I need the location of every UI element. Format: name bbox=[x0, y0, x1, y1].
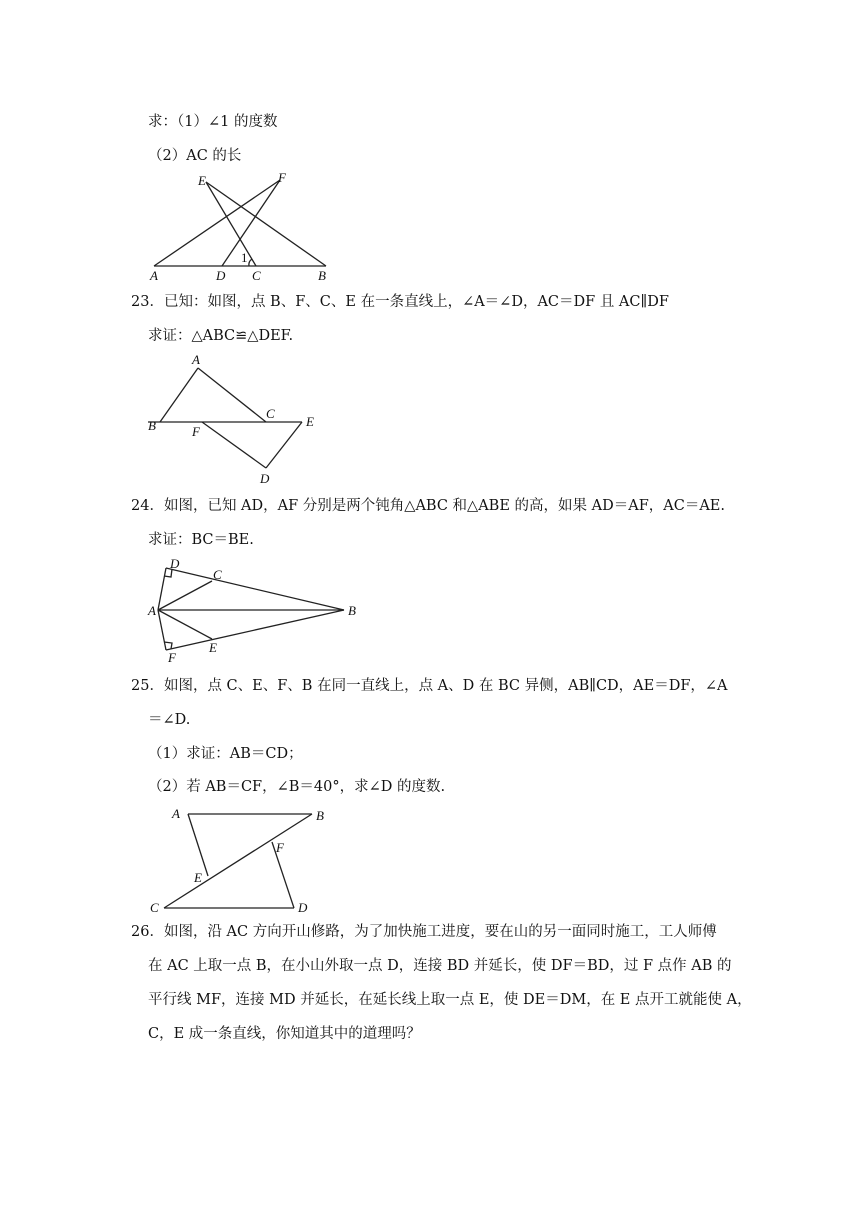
q22-line-1: 求：（1）∠1 的度数 bbox=[148, 114, 278, 130]
q22-label-D: D bbox=[216, 268, 226, 283]
q25-line-3: （1）求证：AB＝CD； bbox=[148, 746, 303, 762]
q23-label-F: F bbox=[192, 424, 200, 439]
q23-segment-ED bbox=[266, 422, 302, 468]
q24-line-2: 求证：BC＝BE. bbox=[148, 532, 254, 548]
q23-label-B: B bbox=[148, 418, 156, 433]
q22-angle-1-arc bbox=[249, 259, 252, 266]
q24-figure bbox=[140, 554, 370, 666]
q24-segment-AC bbox=[158, 581, 212, 610]
q22-label-B: B bbox=[318, 268, 326, 283]
q22-label-A: A bbox=[150, 268, 158, 283]
q24-label-A: A bbox=[148, 603, 156, 618]
q24-label-B: B bbox=[348, 603, 356, 618]
q24-segment-AE bbox=[158, 610, 212, 639]
q23-segment-AC bbox=[198, 368, 266, 422]
q24-label-D: D bbox=[170, 556, 180, 571]
q25-label-D: D bbox=[298, 900, 308, 915]
q25-figure bbox=[140, 800, 360, 918]
q23-label-A: A bbox=[192, 352, 200, 367]
q24-label-F: F bbox=[168, 650, 176, 665]
q25-label-B: B bbox=[316, 808, 324, 823]
q25-label-E: E bbox=[194, 870, 202, 885]
q23-line-1: 23．已知：如图，点 B、F、C、E 在一条直线上，∠A＝∠D，AC＝DF 且 AC∥DF bbox=[131, 294, 669, 310]
q22-label-F: F bbox=[278, 170, 286, 185]
q25-line-4: （2）若 AB＝CF，∠B＝40°，求∠D 的度数. bbox=[148, 779, 446, 795]
q24-label-E: E bbox=[209, 640, 217, 655]
q22-label-C: C bbox=[252, 268, 261, 283]
q24-segment-AD bbox=[158, 568, 166, 610]
q26-line-2: 在 AC 上取一点 B，在小山外取一点 D，连接 BD 并延长，使 DF＝BD，过 F 点作 AB 的 bbox=[148, 958, 732, 974]
q22-label-1: 1 bbox=[241, 250, 248, 265]
q22-line-2: （2）AC 的长 bbox=[148, 148, 242, 164]
q24-segment-FB bbox=[166, 610, 344, 650]
q24-segment-DB bbox=[166, 568, 344, 610]
q23-label-E: E bbox=[306, 414, 314, 429]
q26-line-4: C，E 成一条直线，你知道其中的道理吗？ bbox=[148, 1026, 421, 1042]
q25-label-A: A bbox=[172, 806, 180, 821]
q23-segment-FD bbox=[202, 422, 266, 468]
q25-label-C: C bbox=[150, 900, 159, 915]
q25-line-2: ＝∠D. bbox=[148, 712, 191, 728]
q25-label-F: F bbox=[276, 840, 284, 855]
q23-label-C: C bbox=[266, 406, 275, 421]
q24-segment-AF bbox=[158, 610, 166, 650]
q23-segment-AB bbox=[160, 368, 198, 422]
q22-figure bbox=[140, 168, 340, 284]
q24-label-C: C bbox=[213, 567, 222, 582]
q26-line-1: 26．如图，沿 AC 方向开山修路，为了加快施工进度，要在山的另一面同时施工，工人师傅 bbox=[131, 924, 717, 940]
q25-line-1: 25．如图，点 C、E、F、B 在同一直线上，点 A、D 在 BC 异侧，AB∥CD，AE＝DF，∠A bbox=[131, 678, 728, 694]
q23-figure bbox=[140, 350, 340, 490]
q25-segment-AE bbox=[188, 814, 208, 876]
q23-label-D: D bbox=[260, 471, 270, 486]
q22-segment-AF bbox=[154, 180, 280, 266]
q26-line-3: 平行线 MF，连接 MD 并延长，在延长线上取一点 E，使 DE＝DM，在 E 点开工就能使 A， bbox=[148, 992, 752, 1008]
q22-label-E: E bbox=[198, 173, 206, 188]
q24-line-1: 24．如图，已知 AD，AF 分别是两个钝角△ABC 和△ABE 的高，如果 AD＝AF，AC＝AE. bbox=[131, 498, 725, 514]
q23-line-2: 求证：△ABC≌△DEF. bbox=[148, 328, 294, 344]
q22-segment-EB bbox=[206, 182, 326, 266]
